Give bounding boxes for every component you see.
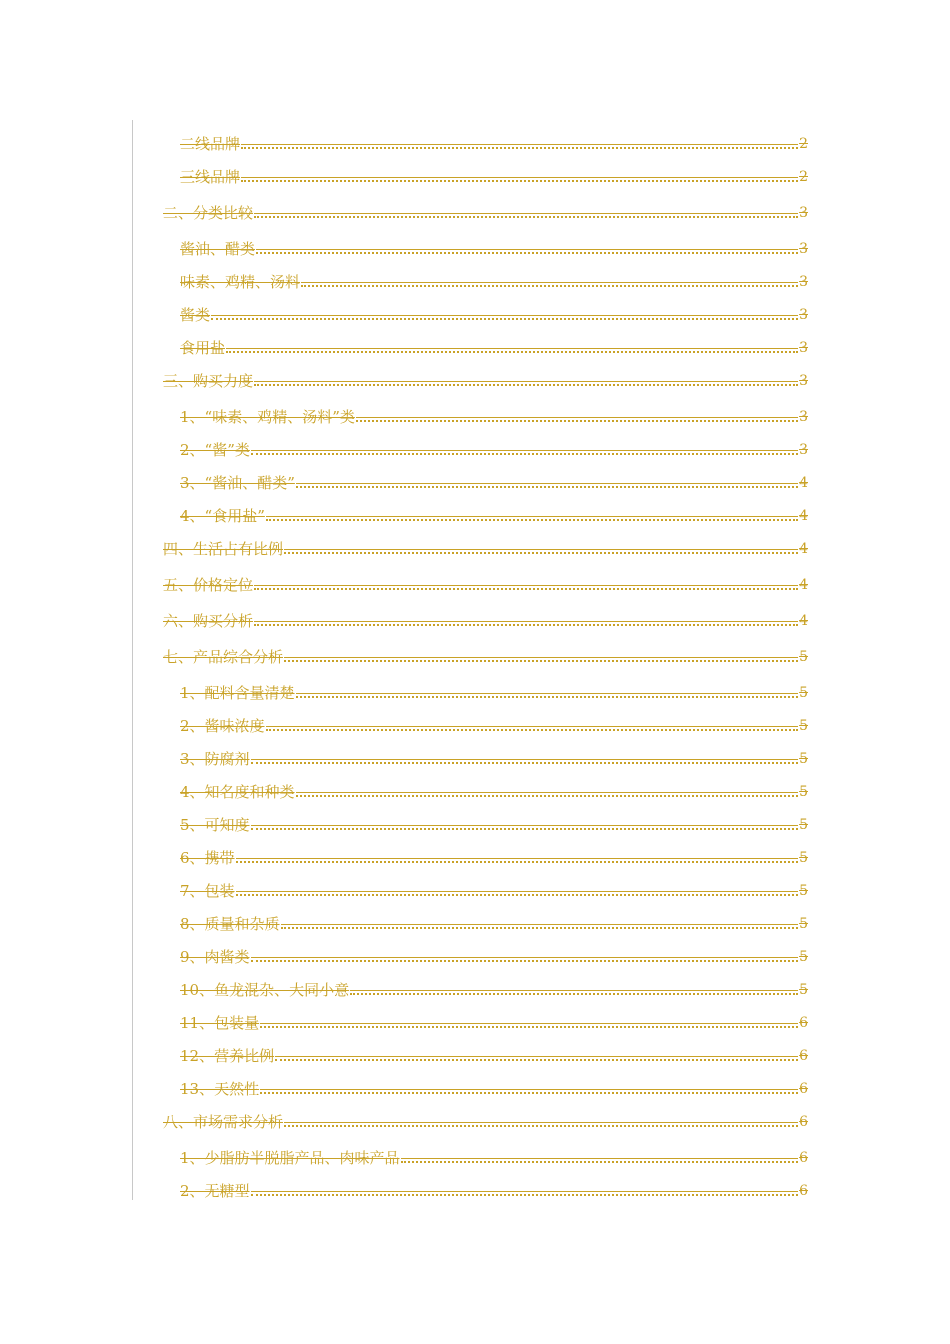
toc-page-number: 5 [799, 982, 808, 998]
toc-entry[interactable] [132, 999, 808, 1032]
toc-leader-dots [301, 285, 798, 287]
toc-entry[interactable] [132, 768, 808, 801]
toc-entry-label: 3、“酱油、醋类” [180, 474, 295, 492]
toc-leader-dots [236, 894, 799, 896]
toc-page-number: 4 [799, 541, 808, 557]
toc-page-number: 5 [799, 685, 808, 701]
toc-page-number: 3 [799, 274, 808, 290]
table-of-contents [132, 120, 808, 1200]
toc-entry-label: 1、少脂肪半脱脂产品、肉味产品 [180, 1149, 400, 1167]
toc-leader-dots [281, 927, 799, 929]
toc-page-number: 6 [799, 1183, 808, 1199]
toc-entry-label: 酱油、醋类 [180, 240, 256, 258]
toc-leader-dots [260, 1026, 798, 1028]
toc-entry-label: 10、鱼龙混杂、大同小意 [180, 981, 350, 999]
toc-page-number: 5 [799, 649, 808, 665]
toc-entry-label: 4、知名度和种类 [180, 783, 295, 801]
toc-entry[interactable] [132, 1131, 808, 1167]
toc-entry-label: 七、产品综合分析 [163, 648, 284, 666]
toc-page-number: 2 [799, 169, 808, 185]
toc-entry[interactable] [132, 558, 808, 594]
toc-entry-label: 12、营养比例 [180, 1047, 275, 1065]
toc-leader-dots [254, 384, 798, 386]
toc-page-number: 3 [799, 409, 808, 425]
toc-entry[interactable] [132, 153, 808, 186]
toc-leader-dots [226, 351, 798, 353]
toc-leader-dots [296, 696, 799, 698]
toc-page-number: 5 [799, 949, 808, 965]
toc-leader-dots [260, 1092, 798, 1094]
toc-entry[interactable] [132, 1065, 808, 1098]
toc-entry[interactable] [132, 735, 808, 768]
toc-page-number: 3 [799, 442, 808, 458]
toc-leader-dots [296, 486, 798, 488]
toc-entry-label: 1、“味素、鸡精、汤料”类 [180, 408, 355, 426]
toc-page-number: 5 [799, 718, 808, 734]
toc-entry[interactable] [132, 222, 808, 258]
toc-page-number: 6 [799, 1081, 808, 1097]
toc-entry[interactable] [132, 1167, 808, 1200]
toc-page-number: 3 [799, 205, 808, 221]
toc-page-number: 5 [799, 850, 808, 866]
toc-leader-dots [251, 762, 799, 764]
toc-entry-label: 2、“酱”类 [180, 441, 250, 459]
toc-entry[interactable] [132, 390, 808, 426]
toc-page-number: 6 [799, 1150, 808, 1166]
toc-entry[interactable] [132, 186, 808, 222]
toc-leader-dots [241, 147, 798, 149]
toc-entry-label: 3、防腐剂 [180, 750, 250, 768]
toc-leader-dots [275, 1059, 798, 1061]
toc-entry-label: 1、配料含量清楚 [180, 684, 295, 702]
toc-entry[interactable] [132, 525, 808, 558]
toc-entry-label: 9、肉酱类 [180, 948, 250, 966]
toc-entry[interactable] [132, 630, 808, 666]
toc-entry[interactable] [132, 702, 808, 735]
toc-entry[interactable] [132, 459, 808, 492]
toc-page-number: 5 [799, 751, 808, 767]
toc-leader-dots [251, 453, 798, 455]
toc-entry[interactable] [132, 1032, 808, 1065]
toc-entry[interactable] [132, 867, 808, 900]
toc-entry[interactable] [132, 666, 808, 702]
toc-leader-dots [241, 180, 798, 182]
toc-leader-dots [296, 795, 799, 797]
toc-leader-dots [254, 624, 798, 626]
toc-entry[interactable] [132, 258, 808, 291]
toc-page-number: 3 [799, 373, 808, 389]
toc-page-number: 6 [799, 1114, 808, 1130]
toc-entry-label: 四、生活占有比例 [163, 540, 284, 558]
toc-leader-dots [401, 1161, 799, 1163]
toc-leader-dots [251, 828, 799, 830]
toc-entry-label: 八、市场需求分析 [163, 1113, 284, 1131]
toc-entry[interactable] [132, 291, 808, 324]
toc-entry[interactable] [132, 900, 808, 933]
toc-leader-dots [284, 1125, 798, 1127]
toc-leader-dots [211, 318, 798, 320]
toc-leader-dots [254, 588, 798, 590]
toc-entry-label: 食用盐 [180, 339, 226, 357]
toc-leader-dots [350, 993, 798, 995]
toc-entry-label: 13、天然性 [180, 1080, 260, 1098]
toc-leader-dots [254, 216, 798, 218]
toc-entry-label: 2、酱味浓度 [180, 717, 265, 735]
toc-entry-label: 二线品牌 [180, 135, 241, 153]
toc-page-number: 5 [799, 817, 808, 833]
toc-leader-dots [251, 960, 799, 962]
toc-entry[interactable] [132, 492, 808, 525]
toc-page-number: 4 [799, 475, 808, 491]
toc-entry[interactable] [132, 801, 808, 834]
toc-leader-dots [236, 861, 799, 863]
toc-entry-label: 酱类 [180, 306, 211, 324]
toc-entry-label: 7、包装 [180, 882, 235, 900]
toc-leader-dots [256, 252, 798, 254]
toc-entry[interactable] [132, 1098, 808, 1131]
toc-leader-dots [251, 1194, 799, 1196]
toc-leader-dots [266, 519, 798, 521]
toc-entry[interactable] [132, 324, 808, 357]
toc-entry-label: 三、购买力度 [163, 372, 254, 390]
toc-entry-label: 4、“食用盐” [180, 507, 265, 525]
toc-leader-dots [356, 420, 798, 422]
toc-entry-label: 11、包装量 [180, 1014, 260, 1032]
toc-entry-label: 二、分类比较 [163, 204, 254, 222]
toc-entry[interactable] [132, 966, 808, 999]
toc-leader-dots [266, 729, 799, 731]
toc-entry[interactable] [132, 426, 808, 459]
toc-page-number: 3 [799, 307, 808, 323]
toc-leader-dots [284, 660, 798, 662]
toc-page-number: 6 [799, 1048, 808, 1064]
toc-entry-label: 味素、鸡精、汤料 [180, 273, 301, 291]
toc-page-number: 4 [799, 577, 808, 593]
toc-leader-dots [284, 552, 798, 554]
toc-page-number: 5 [799, 883, 808, 899]
toc-entry-label: 5、可知度 [180, 816, 250, 834]
toc-entry[interactable] [132, 120, 808, 153]
toc-entry[interactable] [132, 933, 808, 966]
toc-entry-label: 六、购买分析 [163, 612, 254, 630]
toc-page-number: 4 [799, 613, 808, 629]
toc-entry[interactable] [132, 834, 808, 867]
toc-page-number: 3 [799, 241, 808, 257]
toc-entry-label: 2、无糖型 [180, 1182, 250, 1200]
toc-entry-label: 五、价格定位 [163, 576, 254, 594]
toc-page-number: 5 [799, 916, 808, 932]
toc-entry[interactable] [132, 357, 808, 390]
toc-entry[interactable] [132, 594, 808, 630]
toc-entry-label: 8、质量和杂质 [180, 915, 280, 933]
toc-entry-label: 三线品牌 [180, 168, 241, 186]
toc-page-number: 6 [799, 1015, 808, 1031]
toc-page-number: 4 [799, 508, 808, 524]
toc-entry-label: 6、携带 [180, 849, 235, 867]
toc-page-number: 2 [799, 136, 808, 152]
toc-page-number: 5 [799, 784, 808, 800]
toc-page-number: 3 [799, 340, 808, 356]
